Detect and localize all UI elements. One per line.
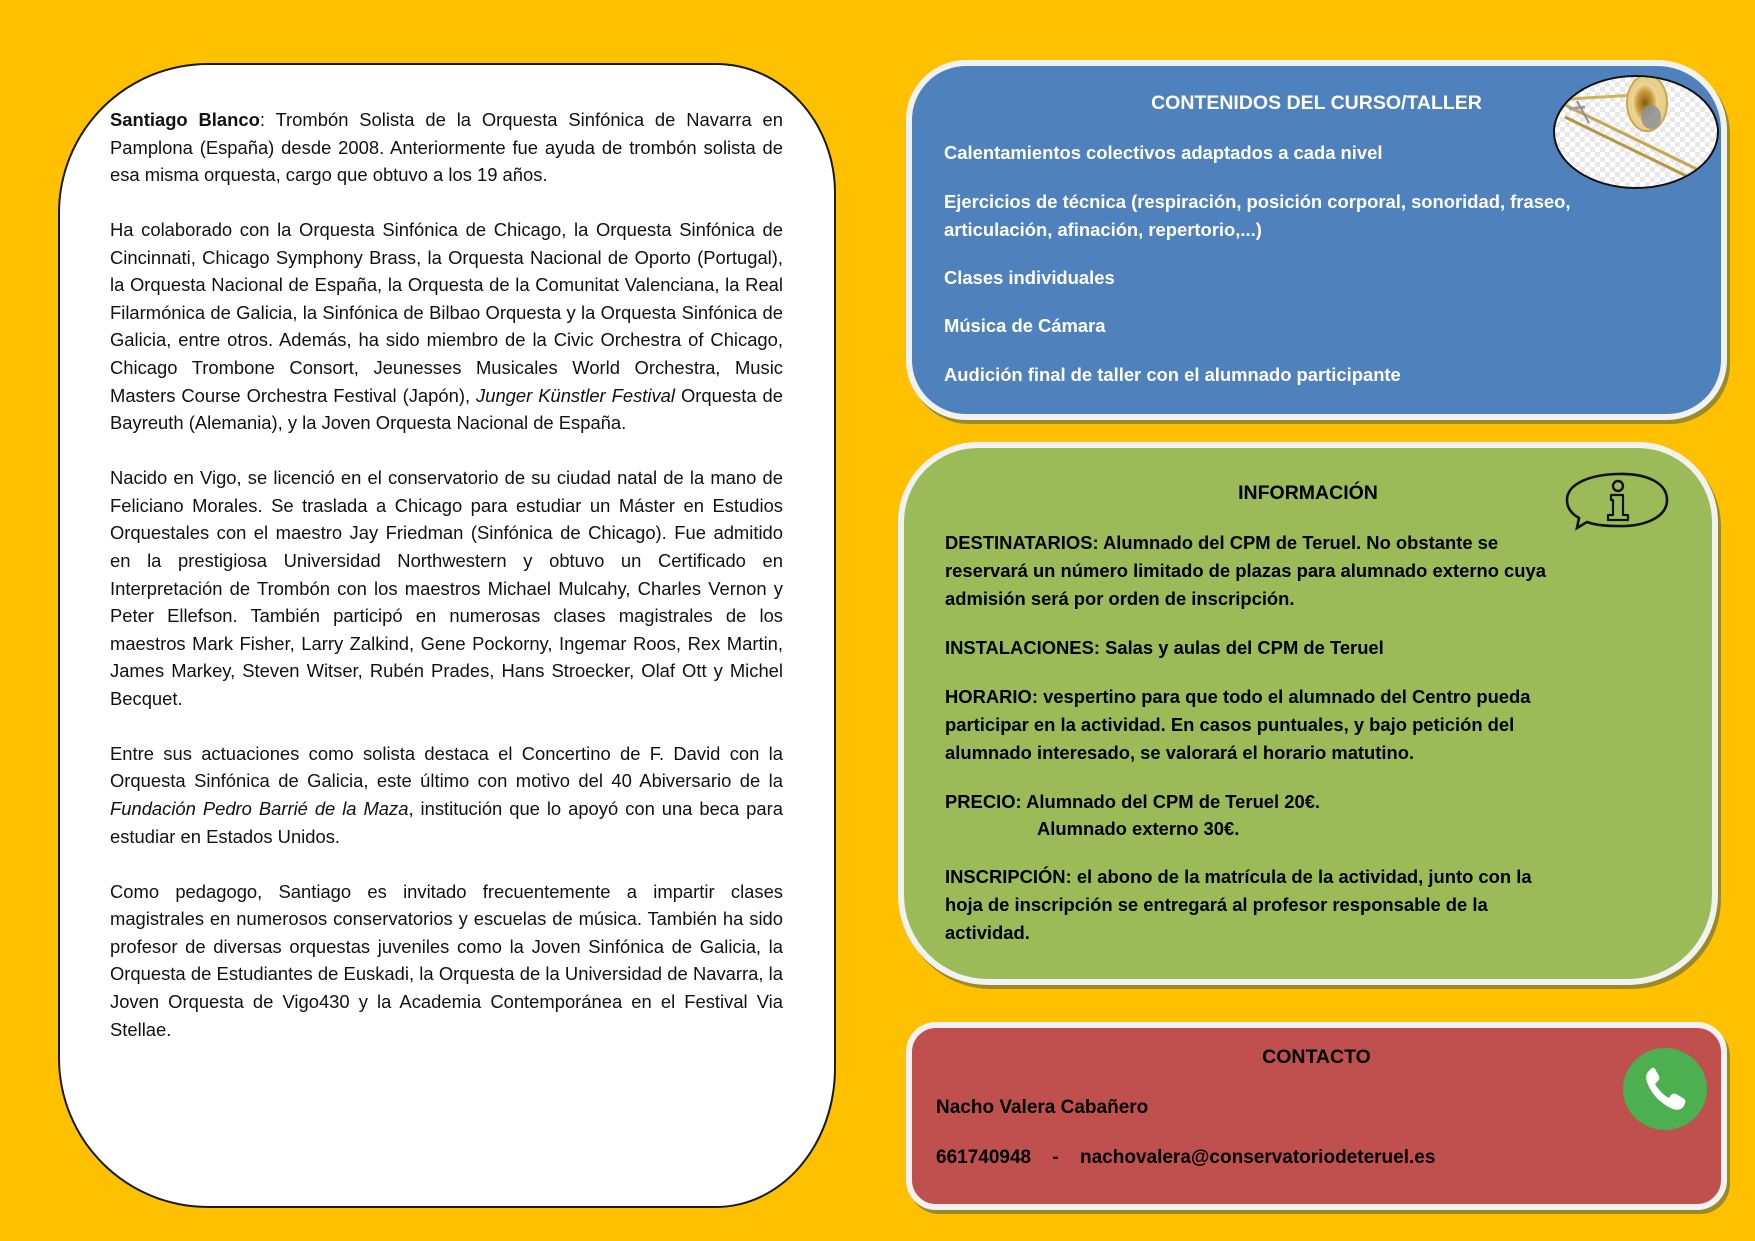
bio-paragraph-3: Nacido en Vigo, se licenció en el conservatorio de su ciudad natal de la mano de Feliciano Morales. Se traslada a Chicago para estudiar un Máster en Estudios Orquestales con el maestro Jay Friedman (Sinfónica de Chicago). Fue admitido en la prestigiosa Universidad Northwestern y obtuvo un Certificado en Interpretación de Trombón con los maestros Michael Mulcahy, Charles Vernon y Peter Ellefson. También participó en numerosas clases magistrales de los maestros Mark Fisher, Larry Zalkind, Gene Pockorny, Ingemar Roos, Rex Martin, James Markey, Steven Witser, Rubén Prades, Hans Stroecker, Olaf Ott y Michel Becquet. bbox=[110, 467, 783, 709]
contents-item: Audición final de taller con el alumnado participante bbox=[944, 364, 1401, 385]
bio-p2-text-b: Orquesta de Bayreuth (Alemania), y la Joven Orquesta Nacional de España. bbox=[110, 384, 783, 434]
contact-title: CONTACTO bbox=[1262, 1046, 1371, 1068]
bio-p4-text-a: Entre sus actuaciones como solista destaca el Concertino de F. David con la Orquesta Sinfónica de Galicia, este último con motivo del 40 Abiversario de la bbox=[110, 742, 783, 792]
info-horario bbox=[945, 683, 1531, 711]
precio-text: Alumnado externo 30€. bbox=[1037, 818, 1240, 839]
horario-label: HORARIO: bbox=[945, 686, 1038, 707]
bio-name: Santiago Blanco bbox=[110, 109, 260, 130]
trombone-image bbox=[1553, 75, 1719, 189]
contact-line bbox=[936, 1144, 1435, 1172]
bio-text bbox=[110, 106, 783, 1071]
bio-p2-italic: Junger Künstler Festival bbox=[476, 384, 675, 406]
contents-item: Clases individuales bbox=[944, 267, 1115, 288]
horario-text: participar en la actividad. En casos puntuales, y bajo petición del bbox=[945, 714, 1515, 735]
destinatarios-label: DESTINATARIOS: bbox=[945, 532, 1099, 553]
contents-item: Calentamientos colectivos adaptados a cada nivel bbox=[944, 142, 1383, 163]
inscripcion-label: INSCRIPCIÓN: bbox=[945, 866, 1072, 887]
inscripcion-text: hoja de inscripción se entregará al profesor responsable de la bbox=[945, 894, 1488, 915]
destinatarios-text: Alumnado del CPM de Teruel. No obstante se bbox=[1098, 532, 1499, 553]
bio-paragraph-2 bbox=[110, 216, 783, 437]
info-destinatarios bbox=[945, 529, 1498, 557]
precio-label: PRECIO: bbox=[945, 791, 1022, 812]
info-inscripcion bbox=[945, 863, 1532, 891]
info-title: INFORMACIÓN bbox=[1238, 482, 1378, 504]
info-precio bbox=[945, 788, 1320, 816]
horario-text: alumnado interesado, se valorará el horario matutino. bbox=[945, 742, 1415, 763]
bio-paragraph-5: Como pedagogo, Santiago es invitado frecuentemente a impartir clases magistrales en numerosos conservatorios y escuelas de música. También ha sido profesor de diversas orquestas juveniles como la Joven Sinfónica de Galicia, la Orquesta de Estudiantes de Euskadi, la Orquesta de la Universidad de Navarra, la Joven Orquesta de Vigo430 y la Academia Contemporánea en el Festival Via Stellae. bbox=[110, 880, 783, 1040]
bio-p2-text-a: Ha colaborado con la Orquesta Sinfónica de Chicago, la Orquesta Sinfónica de Cincinnati, Chicago Symphony Brass, la Orquesta Nacional de Oporto (Portugal), la Orquesta Nacional de España, la Orquesta de la Comunitat Valenciana, la Real Filarmónica de Galicia, la Sinfónica de Bilbao Orquesta y la Orquesta Sinfónica de Galicia, entre otros. Además, ha sido miembro de la Civic Orchestra of Chicago, Chicago Trombone Consort, Jeunesses Musicales World Orchestra, Music Masters Course Orchestra Festival (Japón), bbox=[110, 219, 783, 406]
destinatarios-text: reservará un número limitado de plazas para alumnado externo cuya bbox=[945, 560, 1546, 581]
info-instalaciones bbox=[945, 634, 1384, 662]
contents-item-continued: articulación, afinación, repertorio,...) bbox=[944, 219, 1262, 240]
destinatarios-text: admisión será por orden de inscripción. bbox=[945, 588, 1295, 609]
contact-name: Nacho Valera Cabañero bbox=[936, 1097, 1149, 1118]
horario-text: vespertino para que todo el alumnado del Centro pueda bbox=[1037, 686, 1531, 707]
info-icon bbox=[1565, 471, 1669, 531]
contact-separator: - bbox=[1052, 1147, 1059, 1168]
contact-email[interactable]: nachovalera@conservatoriodeteruel.es bbox=[1080, 1147, 1436, 1168]
bio-paragraph-1 bbox=[110, 106, 783, 189]
instalaciones-label: INSTALACIONES: bbox=[945, 637, 1100, 658]
instalaciones-text: Salas y aulas del CPM de Teruel bbox=[1099, 637, 1384, 658]
inscripcion-text: actividad. bbox=[945, 922, 1030, 943]
contents-title: CONTENIDOS DEL CURSO/TALLER bbox=[1151, 92, 1482, 114]
bio-p4-text-b: , institución que lo apoyó con una beca para estudiar en Estados Unidos. bbox=[110, 798, 783, 847]
bio-p4-italic: Fundación Pedro Barrié de la Maza bbox=[110, 798, 409, 820]
contents-item: Ejercicios de técnica (respiración, posición corporal, sonoridad, fraseo, bbox=[944, 191, 1571, 212]
contact-phone[interactable]: 661740948 bbox=[936, 1147, 1032, 1168]
bio-paragraph-4 bbox=[110, 740, 783, 850]
phone-icon[interactable] bbox=[1623, 1048, 1707, 1130]
contents-item: Música de Cámara bbox=[944, 315, 1106, 336]
precio-text: Alumnado del CPM de Teruel 20€. bbox=[1021, 791, 1321, 812]
inscripcion-text: el abono de la matrícula de la actividad, junto con la bbox=[1071, 866, 1532, 887]
trombone-icon bbox=[1555, 77, 1717, 187]
bio-p1-text: : Trombón Solista de la Orquesta Sinfónica de Navarra en Pamplona (España) desde 2008. Anteriormente fue ayuda de trombón solista de esa misma orquesta, cargo que obtuvo a los 19 años. bbox=[110, 109, 783, 186]
